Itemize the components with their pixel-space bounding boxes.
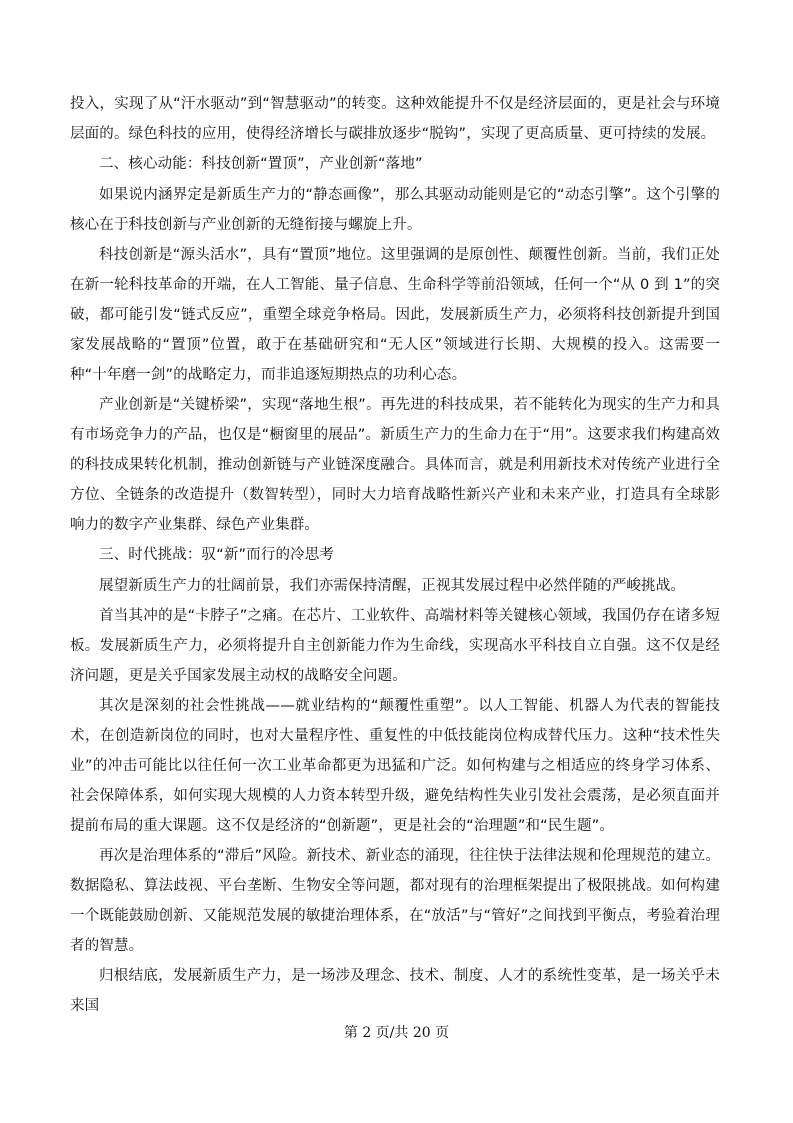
paragraph-tech-innovation: 科技创新是“源头活水”，具有“置顶”地位。这里强调的是原创性、颠覆性创新。当前，我们正处在新一轮科技革命的开端，在人工智能、量子信息、生命科学等前沿领域，任何一个“从 0 到 1”的突破，都可能引发“链式反应”，重塑全球竞争格局。因此，发展新质生产力，必须将科技创新提升到国家发展战略的“置顶”位置，敢于在基础研究和“无人区”领域进行长期、大规模的投入。这需要一种“十年磨一剑”的战略定力，而非追逐短期热点的功利心态。 xyxy=(70,247,720,383)
paragraph-governance-lag: 再次是治理体系的“滞后”风险。新技术、新业态的涌现，往往快于法律法规和伦理规范的建立。数据隐私、算法歧视、平台垄断、生物安全等问题，都对现有的治理框架提出了极限挑战。如何构建一个既能鼓励创新、又能规范发展的敏捷治理体系，在“放活”与“管好”之间找到平衡点，考验着治理者的智慧。 xyxy=(70,848,720,954)
paragraph-bottleneck: 首当其冲的是“卡脖子”之痛。在芯片、工业软件、高端材料等关键核心领域，我国仍存在诸多短板。发展新质生产力，必须将提升自主创新能力作为生命线，实现高水平科技自立自强。这不仅是经济问题，更是关乎国家发展主动权的战略安全问题。 xyxy=(70,608,720,684)
paragraph-employment-challenge: 其次是深刻的社会性挑战——就业结构的“颠覆性重塑”。以人工智能、机器人为代表的智能技术，在创造新岗位的同时，也对大量程序性、重复性的中低技能岗位构成替代压力。这种“技术性失业”的冲击可能比以往任何一次工业革命都更为迅猛和广泛。如何构建与之相适应的终身学习体系、社会保障体系，如何实现大规模的人力资本转型升级，避免结构性失业引发社会震荡，是必须直面并提前布局的重大课题。这不仅是经济的“创新题”，更是社会的“治理题”和“民生题”。 xyxy=(70,698,720,834)
paragraph-driving-engine: 如果说内涵界定是新质生产力的“静态画像”，那么其驱动动能则是它的“动态引擎”。这个引擎的核心在于科技创新与产业创新的无缝衔接与螺旋上升。 xyxy=(70,187,720,233)
paragraph-continuation: 投入，实现了从“汗水驱动”到“智慧驱动”的转变。这种效能提升不仅是经济层面的，更是社会与环境层面的。绿色科技的应用，使得经济增长与碳排放逐步“脱钩”，实现了更高质量、更可持续的发展。 xyxy=(70,96,720,142)
section-heading-era-challenges: 三、时代挑战：驭“新”而行的冷思考 xyxy=(99,547,335,563)
paragraph-conclusion: 归根结底，发展新质生产力，是一场涉及理念、技术、制度、人才的系统性变革，是一场关乎未来国 xyxy=(70,968,720,1014)
document-body xyxy=(70,89,720,1021)
section-heading-core-momentum: 二、核心动能：科技创新“置顶”，产业创新“落地” xyxy=(99,156,423,172)
paragraph-industry-innovation: 产业创新是“关键桥梁”，实现“落地生根”。再先进的科技成果，若不能转化为现实的生产力和具有市场竞争力的产品，也仅是“橱窗里的展品”。新质生产力的生命力在于“用”。这要求我们构建高效的科技成果转化机制，推动创新链与产业链深度融合。具体而言，就是利用新技术对传统产业进行全方位、全链条的改造提升（数智转型），同时大力培育战略性新兴产业和未来产业，打造具有全球影响力的数字产业集群、绿色产业集群。 xyxy=(70,397,720,533)
paragraph-outlook: 展望新质生产力的壮阔前景，我们亦需保持清醒，正视其发展过程中必然伴随的严峻挑战。 xyxy=(99,578,685,594)
page-number-footer: 第 2 页/共 20 页 xyxy=(343,1025,450,1041)
